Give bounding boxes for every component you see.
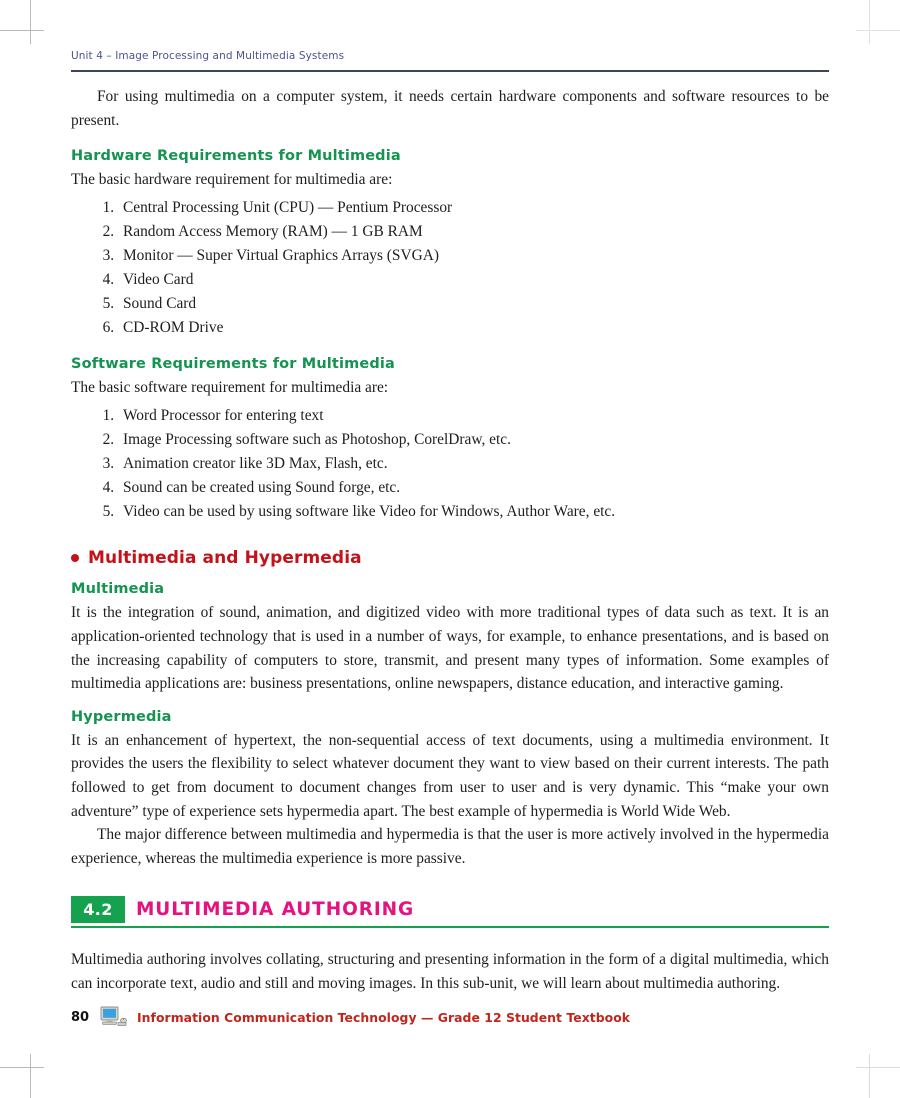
section-title: MULTIMEDIA AUTHORING (136, 899, 415, 921)
section-4-2-paragraph: Multimedia authoring involves collating, structuring and presenting information in the form of a digital multimedia, which can incorporate text, audio and still and moving images. In this sub-unit, we will learn about multimedia authoring. (71, 951, 829, 992)
heading-text: Multimedia and Hypermedia (88, 548, 362, 569)
desktop-computer-icon (99, 1006, 129, 1028)
list-item: 4. Video Card (118, 268, 829, 292)
multimedia-paragraph: It is the integration of sound, animation, and digitized video with more traditional types of data such as text. It is an application-oriented technology that is used in a number of ways, for example, to enhance presentations, and is based on the increasing capability of computers to store, transmit, and present many types of information. Some examples of multimedia applications are: business presentations, online newspapers, distance education, and interactive gaming. (71, 604, 829, 693)
heading-hardware-requirements: Hardware Requirements for Multimedia (71, 148, 401, 165)
running-header: Unit 4 – Image Processing and Multimedia Systems (71, 50, 345, 62)
list-item: 6. CD-ROM Drive (118, 316, 829, 340)
heading-software-requirements: Software Requirements for Multimedia (71, 356, 395, 373)
list-item: 4. Sound can be created using Sound forge, etc. (118, 476, 829, 500)
page-content (71, 0, 829, 1098)
software-lead-text: The basic software requirement for multimedia are: (71, 379, 389, 397)
page-number: 80 (71, 1009, 90, 1025)
section-number-badge: 4.2 (71, 896, 125, 923)
section-banner-4-2 (71, 896, 829, 930)
software-requirements-list (71, 404, 829, 524)
footer-title: Information Communication Technology — Grade 12 Student Textbook (137, 1009, 631, 1025)
heading-hypermedia: Hypermedia (71, 708, 172, 725)
list-item: 5. Sound Card (118, 292, 829, 316)
intro-paragraph: For using multimedia on a computer system, it needs certain hardware components and software resources to be present. (71, 88, 829, 129)
list-item: 3. Animation creator like 3D Max, Flash, etc. (118, 452, 829, 476)
crop-mark-bottom-left (0, 1038, 60, 1098)
hypermedia-paragraph: It is an enhancement of hypertext, the non-sequential access of text documents, using a multimedia environment. It provides the users the flexibility to select whatever document they want to view based on their current interests. The path followed to get from document to document changes from user to user and is very dynamic. This “make your own adventure” type of experience sets hypermedia apart. The best example of hypermedia is World Wide Web. (71, 731, 829, 820)
crop-mark-bottom-right (840, 1038, 900, 1098)
crop-mark-top-right (840, 0, 900, 60)
list-item: 3. Monitor — Super Virtual Graphics Arrays (SVGA) (118, 244, 829, 268)
list-item: 2. Image Processing software such as Photoshop, CorelDraw, etc. (118, 428, 829, 452)
list-item: 1. Word Processor for entering text (118, 404, 829, 428)
hardware-requirements-list (71, 196, 829, 341)
body-column (71, 85, 829, 996)
list-item: 2. Random Access Memory (RAM) — 1 GB RAM (118, 220, 829, 244)
heading-multimedia-and-hypermedia (71, 548, 829, 568)
crop-mark-top-left (0, 0, 60, 60)
heading-multimedia: Multimedia (71, 581, 165, 598)
hardware-lead-text: The basic hardware requirement for multimedia are: (71, 171, 393, 189)
section-rule (71, 926, 829, 928)
header-rule (71, 70, 829, 72)
bullet-icon (71, 554, 79, 562)
page-footer (71, 1006, 829, 1028)
list-item: 1. Central Processing Unit (CPU) — Pentium Processor (118, 196, 829, 220)
list-item: 5. Video can be used by using software like Video for Windows, Author Ware, etc. (118, 500, 829, 524)
difference-paragraph: The major difference between multimedia and hypermedia is that the user is more actively involved in the hypermedia experience, whereas the multimedia experience is more passive. (71, 826, 829, 867)
